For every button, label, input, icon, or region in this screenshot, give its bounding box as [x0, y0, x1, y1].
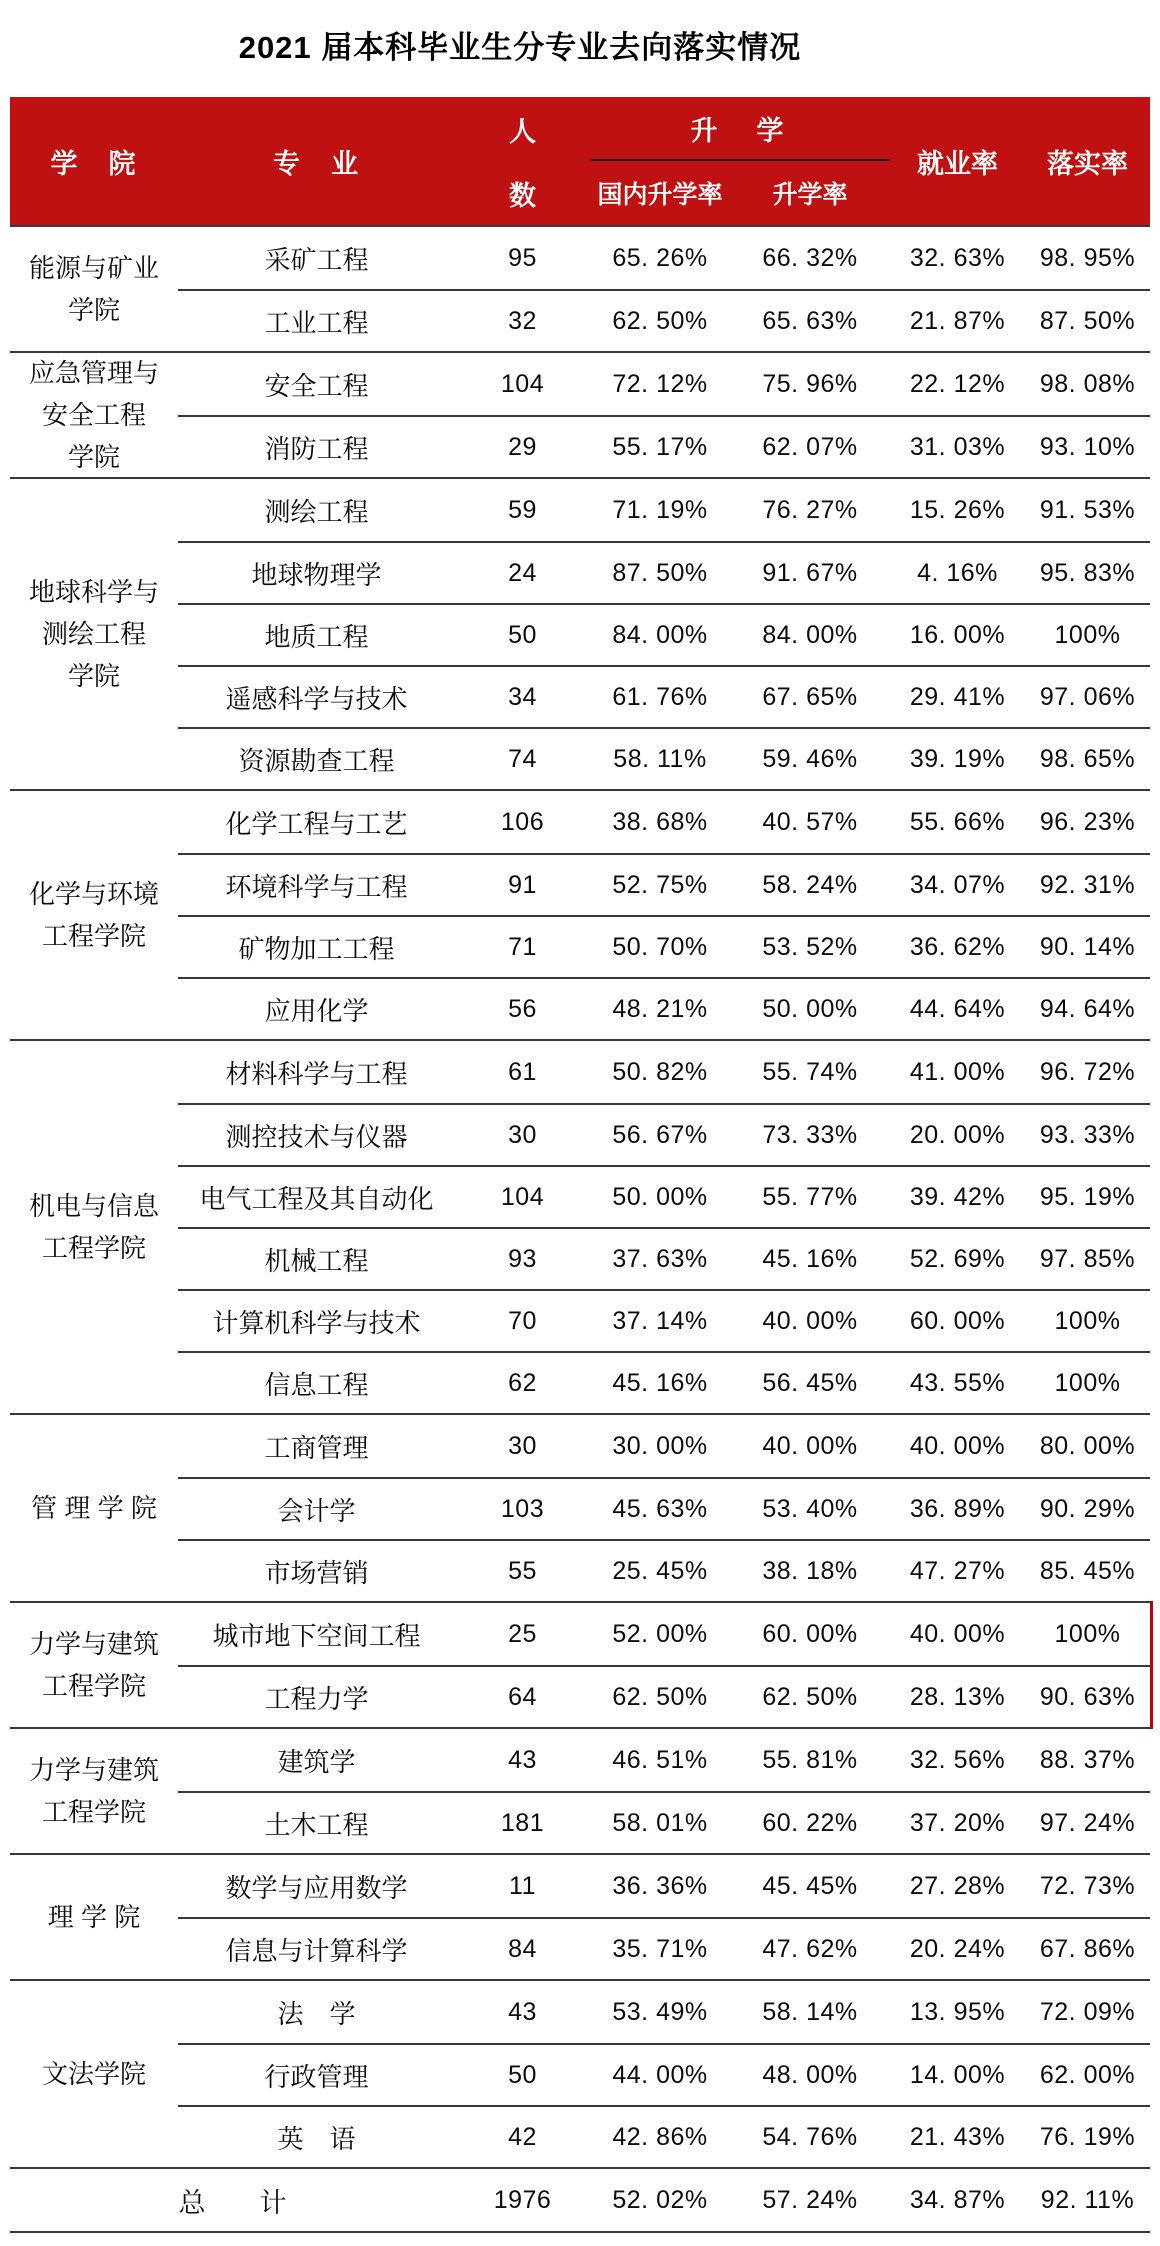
domestic-rate-cell: 84. 00%	[590, 603, 730, 665]
major-cell: 信息与计算科学	[178, 1917, 455, 1979]
advance-rate-cell: 40. 57%	[762, 807, 858, 836]
table-header	[10, 97, 1150, 225]
advance-rate-cell: 38. 18%	[730, 1539, 890, 1601]
advance-rate-cell: 54. 76%	[730, 2105, 890, 2167]
total-count: 1976	[493, 2185, 552, 2214]
advance-rate-cell: 50. 00%	[730, 977, 890, 1039]
domestic-rate-cell: 48. 21%	[590, 977, 730, 1039]
table-body	[10, 225, 1150, 2167]
advance-rate-cell: 55. 74%	[762, 1057, 858, 1086]
header-employment-rate: 就业率	[917, 148, 998, 179]
count-cell: 30	[508, 1431, 537, 1460]
count-cell: 50	[455, 2043, 590, 2105]
major-cell: 电气工程及其自动化	[178, 1165, 455, 1227]
implementation-rate-cell: 92. 31%	[1025, 853, 1150, 915]
domestic-rate-cell: 45. 63%	[590, 1477, 730, 1539]
count-cell: 11	[509, 1871, 536, 1900]
advance-rate-cell: 66. 32%	[762, 243, 858, 272]
implementation-rate-cell: 100%	[1025, 603, 1150, 665]
count-cell: 64	[455, 1665, 590, 1727]
employment-rate-cell: 36. 89%	[890, 1477, 1025, 1539]
count-cell: 56	[455, 977, 590, 1039]
advance-rate-cell: 58. 14%	[762, 1997, 858, 2026]
major-cell: 应用化学	[178, 977, 455, 1039]
count-cell: 104	[455, 1165, 590, 1227]
college-group	[10, 1413, 1150, 1601]
employment-rate-cell: 37. 20%	[890, 1791, 1025, 1853]
employment-rate-cell: 32. 63%	[909, 243, 1006, 272]
implementation-rate-cell: 62. 00%	[1025, 2043, 1150, 2105]
count-cell: 30	[455, 1103, 590, 1165]
advance-rate-cell: 65. 63%	[730, 289, 890, 351]
domestic-rate-cell: 25. 45%	[590, 1539, 730, 1601]
implementation-rate-cell: 100%	[1025, 1351, 1150, 1413]
employment-rate-cell: 43. 55%	[890, 1351, 1025, 1413]
header-advance-rate: 升学率	[772, 181, 848, 209]
advance-rate-cell: 40. 00%	[762, 1431, 858, 1460]
count-cell: 62	[455, 1351, 590, 1413]
college-line: 测绘工程	[41, 619, 146, 649]
header-domestic-rate: 国内升学率	[597, 181, 723, 209]
implementation-rate-cell: 98. 65%	[1025, 727, 1150, 789]
implementation-rate-cell: 98. 08%	[1039, 369, 1136, 398]
domestic-rate-cell: 46. 51%	[612, 1745, 708, 1774]
implementation-rate-cell: 93. 33%	[1025, 1103, 1150, 1165]
count-cell: 95	[508, 243, 537, 272]
implementation-rate-cell: 97. 06%	[1025, 665, 1150, 727]
employment-rate-cell: 16. 00%	[890, 603, 1025, 665]
college-line: 学院	[67, 661, 120, 691]
major-cell: 数学与应用数学	[225, 1872, 408, 1903]
major-cell: 城市地下空间工程	[212, 1620, 421, 1651]
major-cell: 建筑学	[277, 1746, 356, 1777]
college-line: 工程学院	[41, 1797, 146, 1827]
employment-rate-cell: 44. 64%	[890, 977, 1025, 1039]
college-cell	[10, 791, 178, 1039]
domestic-rate-cell: 72. 12%	[612, 369, 708, 398]
advance-rate-cell: 76. 27%	[762, 495, 858, 524]
major-cell: 测绘工程	[264, 496, 369, 527]
employment-rate-cell: 34. 07%	[890, 853, 1025, 915]
advance-rate-cell: 59. 46%	[730, 727, 890, 789]
college-line: 学院	[67, 442, 120, 472]
count-cell: 59	[508, 495, 537, 524]
header-major: 专 业	[273, 148, 360, 179]
domestic-rate-cell: 35. 71%	[590, 1917, 730, 1979]
advance-rate-cell: 58. 24%	[730, 853, 890, 915]
college-group	[10, 351, 1150, 477]
college-cell	[10, 479, 178, 789]
major-cell: 化学工程与工艺	[225, 808, 408, 839]
major-cell: 环境科学与工程	[178, 853, 455, 915]
implementation-rate-cell: 95. 19%	[1025, 1165, 1150, 1227]
domestic-rate-cell: 58. 01%	[590, 1791, 730, 1853]
implementation-rate-cell: 96. 23%	[1039, 807, 1136, 836]
implementation-rate-cell: 80. 00%	[1039, 1431, 1136, 1460]
domestic-rate-cell: 38. 68%	[612, 807, 708, 836]
count-cell: 42	[455, 2105, 590, 2167]
employment-rate-cell: 31. 03%	[890, 415, 1025, 477]
employment-rate-cell: 55. 66%	[909, 807, 1006, 836]
advance-rate-cell: 67. 65%	[730, 665, 890, 727]
major-cell: 资源勘查工程	[178, 727, 455, 789]
employment-rate-cell: 20. 24%	[890, 1917, 1025, 1979]
count-cell: 24	[455, 541, 590, 603]
implementation-rate-cell: 94. 64%	[1025, 977, 1150, 1039]
implementation-rate-cell: 85. 45%	[1025, 1539, 1150, 1601]
count-cell: 181	[455, 1791, 590, 1853]
major-cell: 矿物加工工程	[178, 915, 455, 977]
college-line: 工程学院	[41, 1671, 146, 1701]
employment-rate-cell: 39. 19%	[890, 727, 1025, 789]
total-row	[10, 2167, 1150, 2233]
count-cell: 84	[455, 1917, 590, 1979]
advance-rate-cell: 55. 77%	[730, 1165, 890, 1227]
red-annotation-line	[1150, 1601, 1153, 1729]
domestic-rate-cell: 45. 16%	[590, 1351, 730, 1413]
advance-rate-cell: 75. 96%	[762, 369, 858, 398]
total-advance-rate: 57. 24%	[762, 2185, 858, 2214]
college-line: 力学与建筑	[28, 1629, 159, 1659]
implementation-rate-cell: 98. 95%	[1039, 243, 1136, 272]
advance-rate-cell: 84. 00%	[730, 603, 890, 665]
advance-rate-cell: 60. 22%	[730, 1791, 890, 1853]
college-line: 学院	[67, 295, 120, 325]
college-line: 化学与环境	[28, 879, 159, 909]
employment-rate-cell: 47. 27%	[890, 1539, 1025, 1601]
count-cell: 50	[455, 603, 590, 665]
advance-rate-cell: 73. 33%	[730, 1103, 890, 1165]
implementation-rate-cell: 72. 09%	[1039, 1997, 1136, 2026]
domestic-rate-cell: 44. 00%	[590, 2043, 730, 2105]
major-cell: 英 语	[178, 2105, 455, 2167]
college-cell	[10, 1415, 178, 1601]
implementation-rate-cell: 96. 72%	[1039, 1057, 1136, 1086]
implementation-rate-cell: 97. 24%	[1025, 1791, 1150, 1853]
employment-rate-cell: 21. 43%	[890, 2105, 1025, 2167]
employment-rate-cell: 60. 00%	[890, 1289, 1025, 1351]
college-group	[10, 1853, 1150, 1979]
college-group	[10, 1979, 1150, 2167]
major-cell: 遥感科学与技术	[178, 665, 455, 727]
college-line: 应急管理与	[28, 358, 159, 388]
total-domestic-rate: 52. 02%	[612, 2185, 708, 2214]
employment-rate-cell: 36. 62%	[890, 915, 1025, 977]
advance-rate-cell: 45. 45%	[762, 1871, 858, 1900]
college-group	[10, 225, 1150, 351]
implementation-rate-cell: 87. 50%	[1025, 289, 1150, 351]
header-count-line2: 数	[509, 180, 536, 211]
total-label: 总 计	[178, 2187, 287, 2218]
header-implementation-rate: 落实率	[1047, 148, 1128, 179]
advance-rate-cell: 45. 16%	[730, 1227, 890, 1289]
college-cell	[10, 1729, 178, 1853]
count-cell: 29	[455, 415, 590, 477]
domestic-rate-cell: 52. 00%	[612, 1619, 708, 1648]
employment-rate-cell: 20. 00%	[890, 1103, 1025, 1165]
college-line: 力学与建筑	[28, 1755, 159, 1785]
major-cell: 信息工程	[178, 1351, 455, 1413]
count-cell: 93	[455, 1227, 590, 1289]
employment-rate-cell: 39. 42%	[890, 1165, 1025, 1227]
implementation-rate-cell: 91. 53%	[1039, 495, 1136, 524]
advance-rate-cell: 40. 00%	[730, 1289, 890, 1351]
total-employment-rate: 34. 87%	[909, 2185, 1006, 2214]
destination-table	[10, 97, 1150, 2233]
major-cell: 会计学	[178, 1477, 455, 1539]
count-cell: 55	[455, 1539, 590, 1601]
major-cell: 采矿工程	[264, 244, 369, 275]
domestic-rate-cell: 62. 50%	[590, 1665, 730, 1727]
domestic-rate-cell: 50. 00%	[590, 1165, 730, 1227]
major-cell: 机械工程	[178, 1227, 455, 1289]
employment-rate-cell: 40. 00%	[909, 1619, 1006, 1648]
page-title: 2021 届本科毕业生分专业去向落实情况	[238, 30, 802, 65]
college-cell	[10, 1603, 178, 1727]
domestic-rate-cell: 50. 70%	[590, 915, 730, 977]
employment-rate-cell: 15. 26%	[909, 495, 1006, 524]
major-cell: 工商管理	[264, 1432, 369, 1463]
domestic-rate-cell: 61. 76%	[590, 665, 730, 727]
domestic-rate-cell: 52. 75%	[590, 853, 730, 915]
advance-rate-cell: 48. 00%	[730, 2043, 890, 2105]
major-cell: 材料科学与工程	[225, 1058, 408, 1089]
employment-rate-cell: 27. 28%	[909, 1871, 1006, 1900]
employment-rate-cell: 14. 00%	[890, 2043, 1025, 2105]
advance-rate-cell: 56. 45%	[730, 1351, 890, 1413]
employment-rate-cell: 32. 56%	[909, 1745, 1006, 1774]
domestic-rate-cell: 65. 26%	[612, 243, 708, 272]
header-college: 学 院	[50, 148, 138, 179]
domestic-rate-cell: 50. 82%	[612, 1057, 708, 1086]
major-cell: 工业工程	[178, 289, 455, 351]
college-line: 机电与信息	[28, 1191, 159, 1221]
college-group	[10, 1039, 1150, 1413]
advance-rate-cell: 62. 50%	[730, 1665, 890, 1727]
college-group	[10, 477, 1150, 789]
count-cell: 74	[455, 727, 590, 789]
major-cell: 市场营销	[178, 1539, 455, 1601]
domestic-rate-cell: 62. 50%	[590, 289, 730, 351]
advance-rate-cell: 53. 52%	[730, 915, 890, 977]
implementation-rate-cell: 97. 85%	[1025, 1227, 1150, 1289]
major-cell: 地球物理学	[178, 541, 455, 603]
implementation-rate-cell: 93. 10%	[1025, 415, 1150, 477]
college-line: 理 学 院	[47, 1902, 141, 1932]
college-line: 工程学院	[41, 921, 146, 951]
college-cell	[10, 1041, 178, 1413]
count-cell: 43	[508, 1997, 537, 2026]
implementation-rate-cell: 67. 86%	[1025, 1917, 1150, 1979]
implementation-rate-cell: 72. 73%	[1039, 1871, 1136, 1900]
domestic-rate-cell: 37. 63%	[590, 1227, 730, 1289]
count-cell: 104	[500, 369, 545, 398]
employment-rate-cell: 22. 12%	[909, 369, 1006, 398]
college-cell	[10, 1855, 178, 1979]
major-cell: 安全工程	[264, 370, 369, 401]
advance-rate-cell: 55. 81%	[762, 1745, 858, 1774]
major-cell: 行政管理	[178, 2043, 455, 2105]
total-implementation-rate: 92. 11%	[1040, 2185, 1135, 2214]
college-group	[10, 1727, 1150, 1853]
major-cell: 消防工程	[178, 415, 455, 477]
count-cell: 34	[455, 665, 590, 727]
college-line: 安全工程	[41, 400, 146, 430]
domestic-rate-cell: 71. 19%	[612, 495, 708, 524]
employment-rate-cell: 41. 00%	[909, 1057, 1006, 1086]
employment-rate-cell: 29. 41%	[890, 665, 1025, 727]
count-cell: 32	[455, 289, 590, 351]
college-cell	[10, 353, 178, 477]
major-cell: 测控技术与仪器	[178, 1103, 455, 1165]
count-cell: 61	[508, 1057, 537, 1086]
domestic-rate-cell: 30. 00%	[612, 1431, 708, 1460]
employment-rate-cell: 28. 13%	[890, 1665, 1025, 1727]
advance-rate-cell: 60. 00%	[762, 1619, 858, 1648]
implementation-rate-cell: 90. 63%	[1025, 1665, 1150, 1727]
implementation-rate-cell: 90. 14%	[1025, 915, 1150, 977]
domestic-rate-cell: 37. 14%	[590, 1289, 730, 1351]
domestic-rate-cell: 36. 36%	[612, 1871, 708, 1900]
domestic-rate-cell: 56. 67%	[590, 1103, 730, 1165]
major-cell: 法 学	[277, 1998, 356, 2029]
count-cell: 103	[455, 1477, 590, 1539]
count-cell: 25	[508, 1619, 537, 1648]
college-line: 管 理 学 院	[31, 1493, 157, 1523]
major-cell: 地质工程	[178, 603, 455, 665]
college-cell	[10, 227, 178, 351]
implementation-rate-cell: 95. 83%	[1025, 541, 1150, 603]
domestic-rate-cell: 42. 86%	[590, 2105, 730, 2167]
college-line: 文法学院	[41, 2059, 146, 2089]
domestic-rate-cell: 55. 17%	[590, 415, 730, 477]
college-group	[10, 789, 1150, 1039]
header-count-line1: 人	[509, 116, 536, 147]
count-cell: 43	[508, 1745, 537, 1774]
employment-rate-cell: 13. 95%	[909, 1997, 1006, 2026]
college-line: 工程学院	[41, 1233, 146, 1263]
domestic-rate-cell: 53. 49%	[612, 1997, 708, 2026]
major-cell: 工程力学	[178, 1665, 455, 1727]
implementation-rate-cell: 100%	[1025, 1289, 1150, 1351]
implementation-rate-cell: 90. 29%	[1025, 1477, 1150, 1539]
advance-rate-cell: 91. 67%	[730, 541, 890, 603]
college-cell	[10, 1981, 178, 2167]
college-line: 能源与矿业	[28, 253, 159, 283]
advance-rate-cell: 62. 07%	[730, 415, 890, 477]
domestic-rate-cell: 58. 11%	[590, 727, 730, 789]
count-cell: 106	[500, 807, 545, 836]
major-cell: 计算机科学与技术	[178, 1289, 455, 1351]
advance-rate-cell: 53. 40%	[730, 1477, 890, 1539]
domestic-rate-cell: 87. 50%	[590, 541, 730, 603]
employment-rate-cell: 4. 16%	[890, 541, 1025, 603]
college-group	[10, 1601, 1150, 1727]
implementation-rate-cell: 100%	[1054, 1619, 1121, 1648]
major-cell: 土木工程	[178, 1791, 455, 1853]
employment-rate-cell: 21. 87%	[890, 289, 1025, 351]
count-cell: 91	[455, 853, 590, 915]
employment-rate-cell: 40. 00%	[909, 1431, 1006, 1460]
count-cell: 70	[455, 1289, 590, 1351]
implementation-rate-cell: 88. 37%	[1039, 1745, 1136, 1774]
advance-rate-cell: 47. 62%	[730, 1917, 890, 1979]
header-advance-group: 升 学	[590, 97, 890, 161]
count-cell: 71	[455, 915, 590, 977]
college-line: 地球科学与	[28, 577, 159, 607]
implementation-rate-cell: 76. 19%	[1025, 2105, 1150, 2167]
employment-rate-cell: 52. 69%	[890, 1227, 1025, 1289]
